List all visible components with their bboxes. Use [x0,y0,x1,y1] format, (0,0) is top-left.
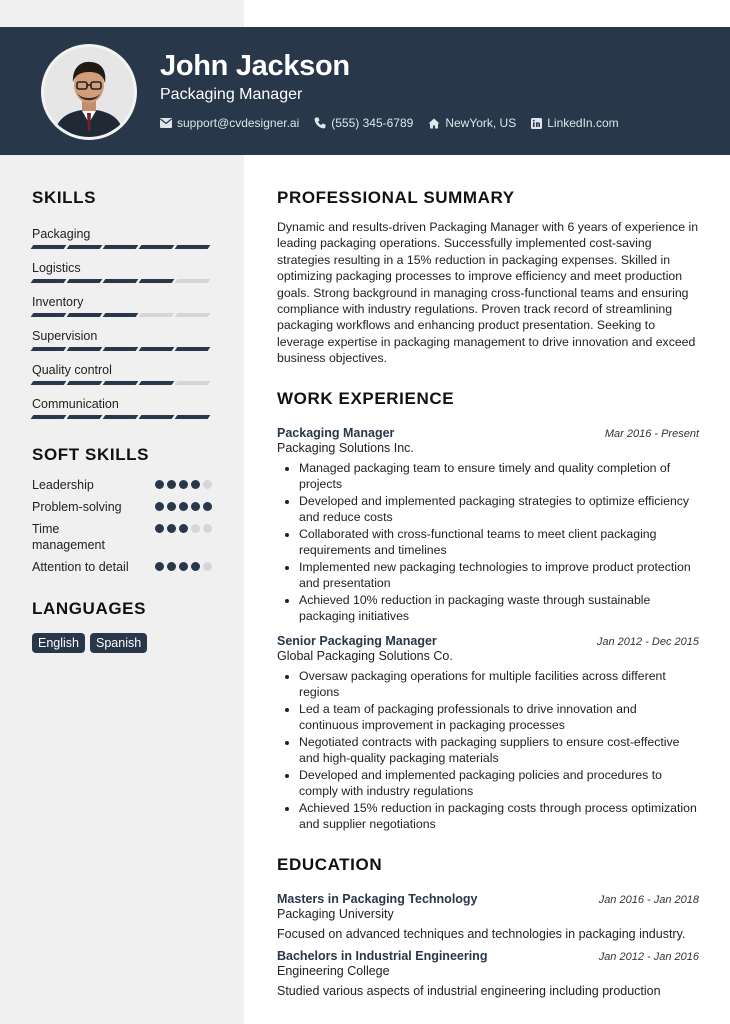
education-date: Jan 2012 - Jan 2016 [598,950,699,963]
rating-dot [191,480,200,489]
contact-email[interactable] [160,116,299,130]
rating-dot [167,562,176,571]
languages-heading: LANGUAGES [32,599,147,618]
skill-level-segment [67,415,103,419]
skill-level-bar [32,313,212,317]
soft-skills-list [32,477,212,575]
job-entry [277,634,699,833]
job-date: Jan 2012 - Dec 2015 [596,635,699,648]
education-header [277,949,699,963]
soft-skill-item [32,499,212,515]
skill-item [32,227,212,249]
skill-level-segment [67,347,103,351]
job-bullets [277,460,699,625]
rating-dot [155,502,164,511]
summary-text: Dynamic and results-driven Packaging Manager with 6 years of experience in leading packaging operations. Successfully implemented cost-saving strategies resulting in a 15% reduction in packaging expenses. Skilled in optimizing packaging processes to improve efficiency and meet production goals. Strong background in managing cross-functional teams and ensuring compliance with industry regulations. Proven track record of streamlining packaging workflows and enhancing product presentation. Seeking to leverage expertise in packaging management to drive innovation and exceed business objectives. [277,220,699,366]
job-date: Mar 2016 - Present [604,427,699,440]
skill-level-segment [103,381,139,385]
job-bullet: • Implemented new packaging technologies to improve product protection and presentation [299,559,699,592]
rating-dot [179,480,188,489]
skill-level-segment [67,313,103,317]
soft-skill-item [32,559,212,575]
skill-level-segment [31,381,67,385]
rating-dot [191,562,200,571]
skill-level-segment [175,313,211,317]
contact-row [160,116,634,130]
skill-label: Inventory [32,295,84,309]
rating-dot [179,562,188,571]
skill-level-segment [103,245,139,249]
rating-dot [155,524,164,533]
sidebar [32,188,212,653]
contact-linkedin-text: LinkedIn.com [547,116,619,130]
languages-list [32,633,212,653]
skills-list [32,227,212,419]
education-description: Studied various aspects of industrial engineering including production [277,983,661,998]
skill-level-bar [32,415,212,419]
phone-icon [314,117,326,129]
skill-label: Communication [32,397,119,411]
soft-skill-label: Time management [32,522,105,552]
skill-level-segment [67,245,103,249]
job-bullet: • Negotiated contracts with packaging suppliers to ensure cost-effective and high-quality packaging materials [299,734,699,767]
education-header [277,892,699,906]
contact-location [428,116,516,130]
linkedin-icon [531,118,542,129]
skill-level-segment [31,245,67,249]
skill-level-bar [32,381,212,385]
rating-dot [155,562,164,571]
soft-skill-rating [155,502,212,511]
soft-skill-item [32,477,212,493]
education-school: Engineering College [277,963,390,978]
education-heading: EDUCATION [277,854,383,874]
skill-level-bar [32,245,212,249]
skill-label: Packaging [32,227,91,241]
skill-item [32,329,212,351]
job-bullet: • Oversaw packaging operations for multiple facilities across different regions [299,668,699,701]
job-bullet: • Achieved 10% reduction in packaging waste through sustainable packaging initiatives [299,592,699,625]
soft-skills-heading: SOFT SKILLS [32,445,150,464]
education-school: Packaging University [277,906,394,921]
contact-email-text: support@cvdesigner.ai [177,116,300,130]
soft-skill-rating [155,480,212,489]
skill-level-segment [139,279,175,283]
job-header [277,426,699,440]
job-company: Global Packaging Solutions Co. [277,648,453,663]
skill-level-segment [139,313,175,317]
contact-linkedin[interactable] [531,116,618,130]
language-badge: English [32,633,85,653]
rating-dot [203,502,212,511]
rating-dot [179,502,188,511]
skills-heading: SKILLS [32,188,97,207]
jobs-list [277,426,699,833]
soft-skill-rating [155,562,212,571]
skill-level-segment [31,347,67,351]
skill-item [32,363,212,385]
soft-skill-rating [155,524,212,533]
education-list [277,892,699,999]
skill-level-segment [175,381,211,385]
skill-level-segment [103,279,139,283]
skill-label: Quality control [32,363,112,377]
envelope-icon [160,118,172,128]
job-title: Packaging Manager [277,425,395,440]
job-bullet: • Achieved 15% reduction in packaging costs through process optimization and supplier negotiations [299,800,699,833]
profile-photo [41,44,137,140]
candidate-name: John Jackson [160,50,350,82]
job-bullet: • Developed and implemented packaging strategies to optimize efficiency and reduce costs [299,493,699,526]
skill-level-segment [139,245,175,249]
rating-dot [155,480,164,489]
job-company: Packaging Solutions Inc. [277,440,414,455]
rating-dot [167,502,176,511]
skill-level-bar [32,347,212,351]
job-entry [277,426,699,625]
education-entry [277,892,699,942]
rating-dot [203,562,212,571]
rating-dot [179,524,188,533]
rating-dot [203,480,212,489]
education-degree: Masters in Packaging Technology [277,891,478,906]
skill-level-bar [32,279,212,283]
skill-level-segment [103,347,139,351]
rating-dot [167,480,176,489]
skill-level-segment [67,381,103,385]
education-entry [277,949,699,999]
contact-phone-text: (555) 345-6789 [331,116,414,130]
home-icon [428,118,440,129]
skill-level-segment [175,279,211,283]
skill-level-segment [139,381,175,385]
contact-phone[interactable] [314,116,413,130]
soft-skill-label: Attention to detail [32,560,129,574]
rating-dot [167,524,176,533]
education-degree: Bachelors in Industrial Engineering [277,948,488,963]
skill-level-segment [139,415,175,419]
education-description: Focused on advanced techniques and technologies in packaging industry. [277,926,686,941]
soft-skill-item [32,521,212,553]
job-header [277,634,699,648]
skill-level-segment [31,415,67,419]
skill-item [32,295,212,317]
skill-level-segment [67,279,103,283]
skill-label: Supervision [32,329,98,343]
summary-heading: PROFESSIONAL SUMMARY [277,188,515,207]
rating-dot [191,524,200,533]
skill-level-segment [175,415,211,419]
job-title: Senior Packaging Manager [277,633,437,648]
skill-label: Logistics [32,261,81,275]
job-bullet: • Led a team of packaging professionals to drive innovation and continuous improvement in packaging processes [299,701,699,734]
candidate-title: Packaging Manager [160,86,303,103]
job-bullet: • Collaborated with cross-functional teams to meet client packaging requirements and timelines [299,526,699,559]
skill-item [32,397,212,419]
job-bullet: • Developed and implemented packaging policies and procedures to comply with industry regulations [299,767,699,800]
soft-skill-label: Problem-solving [32,500,122,514]
skill-level-segment [31,313,67,317]
soft-skill-label: Leadership [32,478,94,492]
rating-dot [203,524,212,533]
contact-location-text: NewYork, US [445,116,517,130]
skill-level-segment [103,415,139,419]
skill-level-segment [175,347,211,351]
language-badge: Spanish [90,633,147,653]
experience-heading: WORK EXPERIENCE [277,388,455,408]
main-content [277,188,699,999]
skill-level-segment [31,279,67,283]
job-bullets [277,668,699,833]
skill-item [32,261,212,283]
skill-level-segment [103,313,139,317]
education-date: Jan 2016 - Jan 2018 [598,893,699,906]
job-bullet: • Managed packaging team to ensure timely and quality completion of projects [299,460,699,493]
skill-level-segment [139,347,175,351]
skill-level-segment [175,245,211,249]
rating-dot [191,502,200,511]
